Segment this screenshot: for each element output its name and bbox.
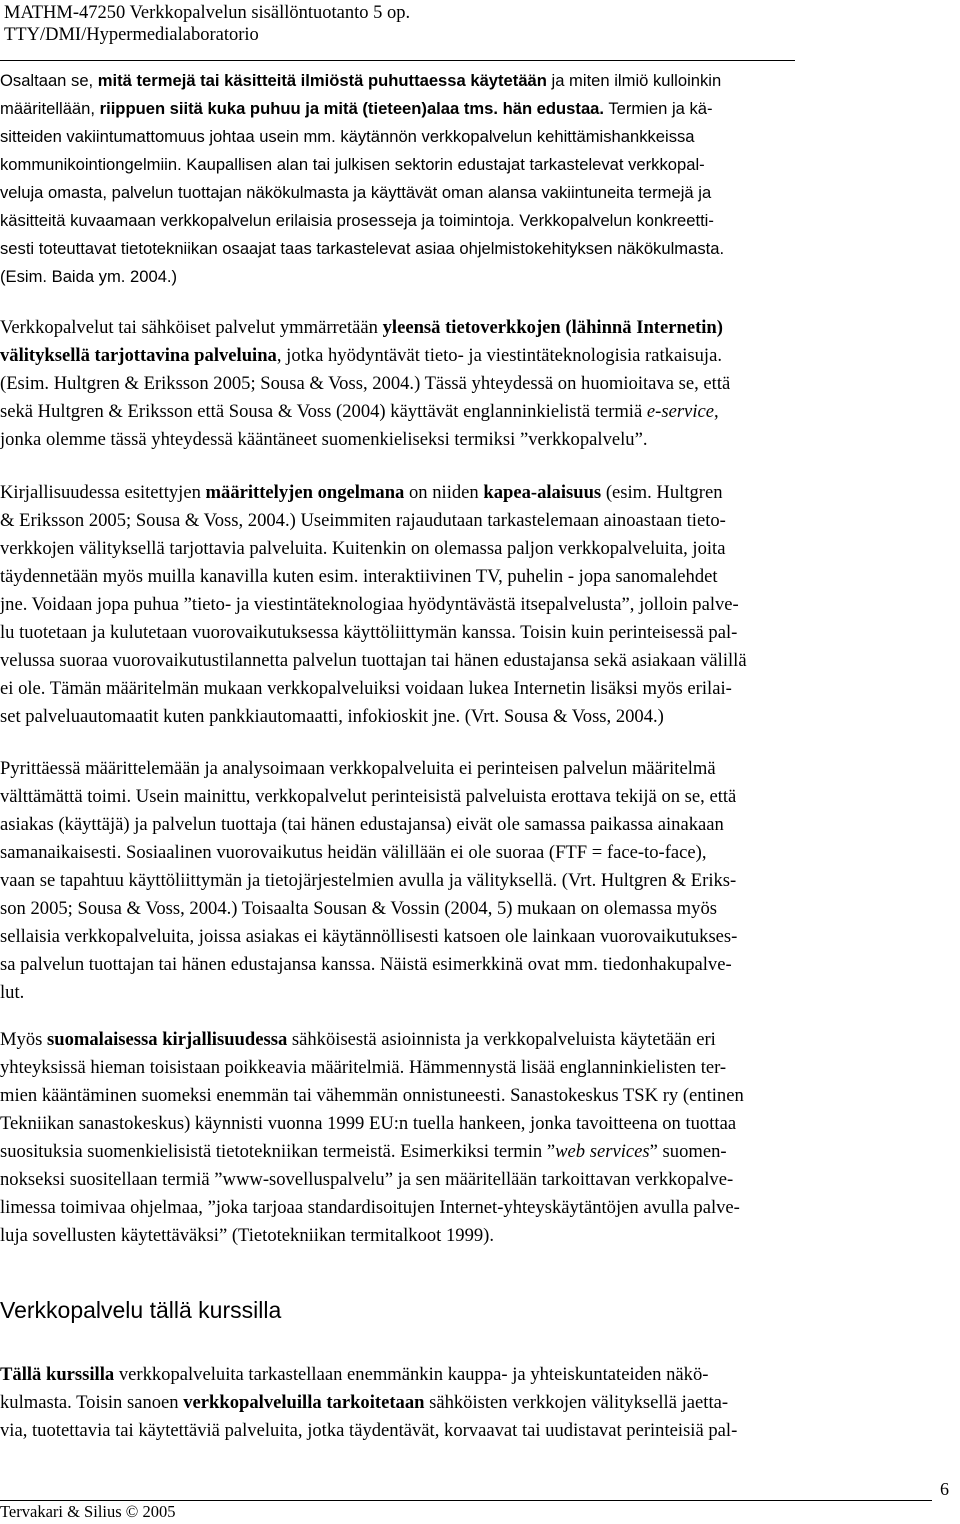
text-run: (Esim. Hultgren & Eriksson 2005; Sousa & Voss, 2004.) Tässä yhteydessä on huomioitava se, että [0,373,731,394]
text-line [0,1166,956,1194]
text-run: jne. Voidaan jopa puhua ”tieto- ja viestintäteknologiaa hyödyntävästä itsepalvelusta”, jolloin palve- [0,594,739,615]
text-run: lut. [0,982,25,1003]
footer-rule [0,1500,932,1501]
text-run: yleensä tietoverkkojen (lähinnä Internetin) [382,317,723,338]
paragraph-traditional-service [0,755,956,1007]
text-run: riippuen siitä kuka puhuu ja mitä (tieteen)alaa tms. hän edustaa. [99,99,605,118]
text-line [0,398,956,426]
text-run: verkkopalveluita tarkastellaan enemmänkin kauppa- ja yhteiskuntateiden näkö- [114,1364,709,1385]
text-run: Kirjallisuudessa esitettyjen [0,482,206,503]
text-line [0,895,956,923]
text-line [0,314,956,342]
text-run: limessa toimivaa ohjelmaa, ”joka tarjoaa standardisoitujen Internet-yhteyskäytäntöjen avulla palve- [0,1197,740,1218]
text-line [0,67,956,95]
text-line [0,151,956,179]
text-run: verkkopalveluilla tarkoitetaan [183,1392,425,1413]
text-run: veluja omasta, palvelun tuottajan näkökulmasta ja käyttävät oman alansa vakiintuneita termejä ja [0,183,712,202]
text-run: son 2005; Sousa & Voss, 2004.) Toisaalta Sousan & Vossin (2004, 5) mukaan on olemassa myös [0,898,717,919]
text-line [0,263,956,291]
text-run: sähköisten verkkojen välityksellä jaetta- [424,1392,729,1413]
text-line [0,1222,956,1250]
text-line [0,370,956,398]
text-line [0,755,956,783]
text-line [0,1194,956,1222]
paragraph-definition [0,314,956,454]
text-line [0,675,956,703]
text-line [0,123,956,151]
text-line [0,783,956,811]
paragraph-finnish-literature [0,1026,956,1250]
text-run: verkkojen välityksellä tarjottavia palveluita. Kuitenkin on olemassa paljon verkkopalveluita, joita [0,538,726,559]
header-department: TTY/DMI/Hypermedialaboratorio [4,25,259,45]
text-run: vaan se tapahtuu käyttöliittymän ja tietojärjestelmien avulla ja välityksellä. (Vrt. Hultgren & Eriks- [0,870,737,891]
text-run: kulmasta. Toisin sanoen [0,1392,184,1413]
footer-copyright: Tervakari & Silius © 2005 [0,1502,176,1521]
text-line [0,479,956,507]
text-line [0,1389,956,1417]
text-run: asiakas (käyttäjä) ja palvelun tuottaja (tai hänen edustajansa) eivät ole samassa paikassa ainakaan [0,814,724,835]
text-run: samanaikaisesti. Sosiaalinen vuorovaikutus heidän välillään ei ole suoraa (FTF = face-to-face), [0,842,707,863]
section-heading: Verkkopalvelu tällä kurssilla [0,1297,282,1323]
text-line [0,95,956,123]
text-run: määritellään, [0,99,100,118]
text-line [0,867,956,895]
text-run: kapea-alaisuus [483,482,602,503]
text-run: täydennetään myös muilla kanavilla kuten esim. interaktiivinen TV, puhelin - jopa sanomalehdet [0,566,718,587]
text-run: jonka olemme tässä yhteydessä kääntäneet suomenkieliseksi termiksi ”verkkopalvelu”. [0,429,648,450]
text-run: (Esim. Baida ym. 2004.) [0,267,178,286]
text-run: kommunikointiongelmiin. Kaupallisen alan tai julkisen sektorin edustajat tarkastelevat verkkopal- [0,155,705,174]
text-run: sellaisia verkkopalveluita, joissa asiakas ei käytännöllisesti katsoen ole lainkaan vuorovaikutukses- [0,926,738,947]
text-line [0,207,956,235]
text-line [0,179,956,207]
header-course: MATHM-47250 Verkkopalvelun sisällöntuotanto 5 op. [4,3,411,23]
text-run: sähköisestä asioinnista ja verkkopalveluista käytetään eri [287,1029,716,1050]
text-run: suosituksia suomenkielisistä tietotekniikan termeistä. Esimerkiksi termin ” [0,1141,556,1162]
text-line [0,923,956,951]
text-run: Osaltaan se, [0,71,98,90]
text-run: , [713,401,719,422]
text-run: set palveluautomaatit kuten pankkiautomaatti, infokioskit jne. (Vrt. Sousa & Voss, 2004.) [0,706,664,727]
text-run: välttämättä toimi. Usein mainittu, verkkopalvelut perinteisistä palveluista erottava tekijä on se, että [0,786,737,807]
text-run: Verkkopalvelut tai sähköiset palvelut ymmärretään [0,317,383,338]
text-run: on niiden [404,482,484,503]
text-run: ” suomen- [649,1141,727,1162]
text-run: Myös [0,1029,48,1050]
text-line [0,811,956,839]
text-run: sa palvelun tuottajan tai hänen edustajansa kanssa. Näistä esimerkkinä ovat mm. tiedonhakupalve- [0,954,732,975]
text-line [0,951,956,979]
text-line [0,1082,956,1110]
text-line [0,839,956,867]
text-line [0,1054,956,1082]
text-run: velussa suoraa vuorovaikutustilannetta palvelun tuottajan tai hänen edustajansa sekä asiakaan välillä [0,650,747,671]
text-run: Termien ja kä- [604,99,713,118]
text-line [0,342,956,370]
text-line [0,426,956,454]
text-line [0,979,956,1007]
text-line [0,507,956,535]
text-line [0,1026,956,1054]
text-run: välityksellä tarjottavina palveluina [0,345,277,366]
text-run: web services [555,1141,650,1162]
text-line [0,647,956,675]
paragraph-terms [0,67,956,291]
text-line [0,1138,956,1166]
text-run: yhteyksissä hieman toisistaan poikkeavia määritelmiä. Hämmennystä lisää englanninkielisten ter- [0,1057,727,1078]
text-line [0,563,956,591]
text-run: Pyrittäessä määrittelemään ja analysoimaan verkkopalveluita ei perinteisen palvelun määritelmä [0,758,716,779]
text-run: suomalaisessa kirjallisuudessa [47,1029,288,1050]
text-line [0,619,956,647]
text-run: määrittelyjen ongelmana [205,482,405,503]
text-line [0,1361,956,1389]
text-run: käsitteitä kuvaamaan verkkopalvelun erilaisia prosesseja ja toimintoja. Verkkopalvelun konkreetti- [0,211,714,230]
text-run: ei ole. Tämän määritelmän mukaan verkkopalveluiksi voidaan lukea Internetin lisäksi myös erilai- [0,678,732,699]
text-run: sesti toteuttavat tietotekniikan osaajat taas tarkastelevat asiaa ohjelmistokehityksen näkökulmasta. [0,239,725,258]
text-run: sekä Hultgren & Eriksson että Sousa & Voss (2004) käyttävät englanninkielistä termiä [0,401,647,422]
text-line [0,535,956,563]
text-line [0,235,956,263]
page-number: 6 [940,1479,949,1499]
header-rule [0,60,795,61]
text-run: e-service [646,401,714,422]
text-run: Tällä kurssilla [0,1364,115,1385]
text-run: nokseksi suositellaan termiä ”www-sovelluspalvelu” ja sen määritellään tarkoittavan verkkopalve- [0,1169,734,1190]
text-run: Tekniikan sanastokeskus) käynnisti vuonna 1999 EU:n tuella hankeen, jonka tavoitteena on tuottaa [0,1113,737,1134]
text-run: (esim. Hultgren [601,482,723,503]
text-run: luja sovellusten käytettäväksi” (Tietotekniikan termitalkoot 1999). [0,1225,495,1246]
text-line [0,591,956,619]
text-run: & Eriksson 2005; Sousa & Voss, 2004.) Useimmiten rajaudutaan tarkastelemaan ainoastaan tieto- [0,510,726,531]
text-run: mien kääntäminen suomeksi enemmän tai vähemmän onnistuneesti. Sanastokeskus TSK ry (entinen [0,1085,744,1106]
text-line [0,703,956,731]
text-run: sitteiden vakiintumattomuus johtaa usein mm. käytännön verkkopalvelun kehittämishankkeissa [0,127,695,146]
text-run: , jotka hyödyntävät tieto- ja viestintäteknologisia ratkaisuja. [276,345,722,366]
text-run: ja miten ilmiö kulloinkin [546,71,722,90]
paragraph-this-course [0,1361,956,1445]
text-line [0,1417,956,1445]
text-run: mitä termejä tai käsitteitä ilmiöstä puhuttaessa käytetään [97,71,547,90]
text-run: lu tuotetaan ja kulutetaan vuorovaikutuksessa käyttöliittymän kanssa. Toisin kuin perinteisessä pal- [0,622,738,643]
paragraph-narrowness [0,479,956,731]
text-line [0,1110,956,1138]
text-run: via, tuotettavia tai käytettäviä palveluita, jotka täydentävät, korvaavat tai uudistavat perinteisiä pal- [0,1420,738,1441]
